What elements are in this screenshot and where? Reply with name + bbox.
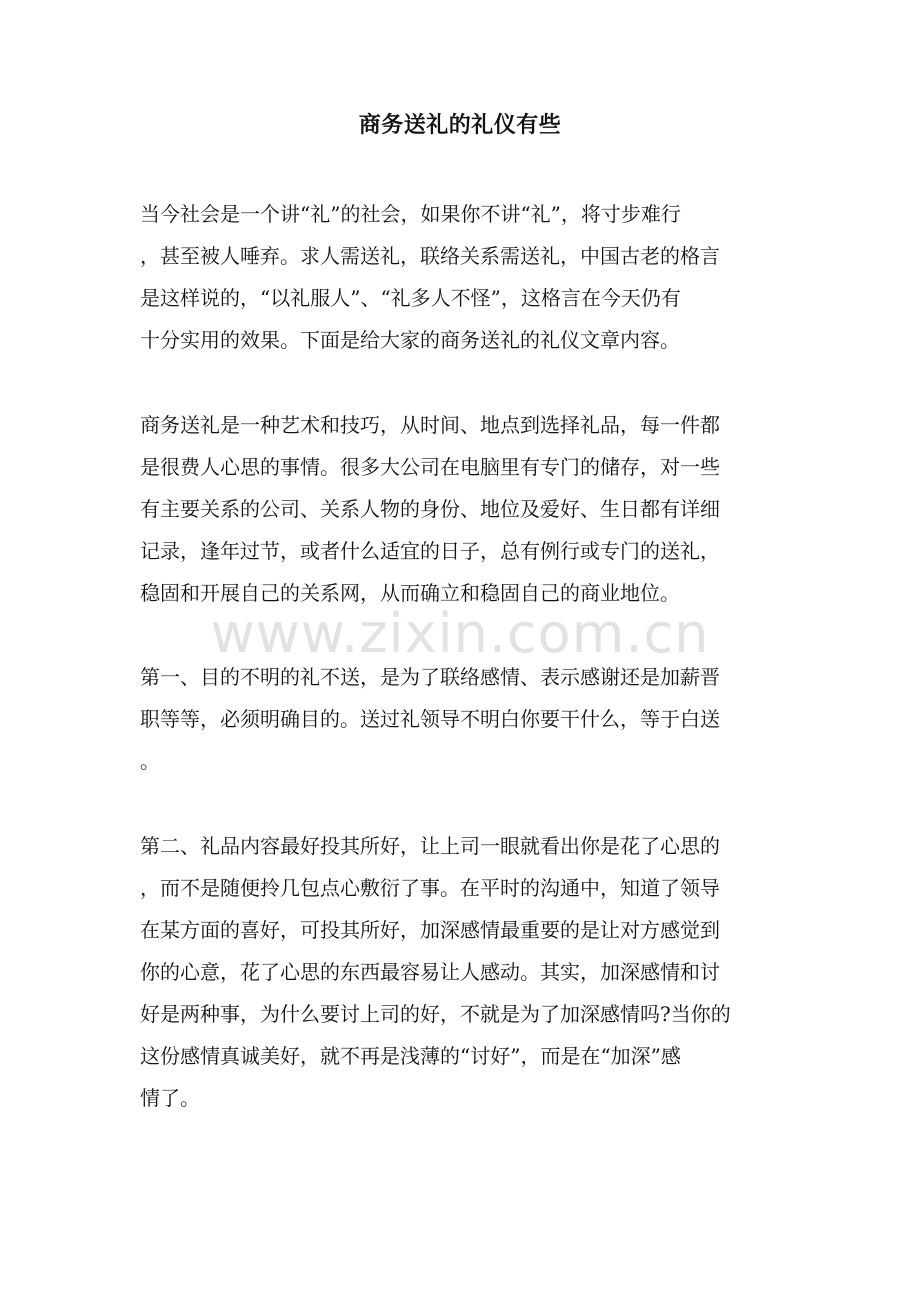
text-line: 十分实用的效果。下面是给大家的商务送礼的礼仪文章内容。 — [140, 328, 680, 352]
text-line: 好是两种事，为什么要讨上司的好，不就是为了加深感情吗?当你的 — [140, 1002, 731, 1026]
text-line: 稳固和开展自己的关系网，从而确立和稳固自己的商业地位。 — [140, 581, 680, 605]
text-line: 当今社会是一个讲“礼”的社会，如果你不讲“礼”，将寸步难行 — [140, 202, 681, 226]
page-title: 商务送礼的礼仪有些 — [358, 112, 562, 138]
watermark: www.zixin.com.cn — [210, 602, 710, 665]
text-line: 情了。 — [140, 1086, 200, 1110]
text-line: ，而不是随便拎几包点心敷衍了事。在平时的沟通中，知道了领导 — [140, 876, 720, 900]
paragraph-point-two — [140, 825, 780, 1119]
text-line: 第一、目的不明的礼不送，是为了联络感情、表示感谢还是加薪晋 — [140, 665, 720, 689]
text-line: 第二、礼品内容最好投其所好，让上司一眼就看出你是花了心思的 — [140, 834, 720, 858]
text-line: 职等等，必须明确目的。送过礼领导不明白你要干什么，等于白送 — [140, 707, 720, 731]
text-line: 你的心意，花了心思的东西最容易让人感动。其实，加深感情和讨 — [140, 960, 720, 984]
text-line: 这份感情真诚美好，就不再是浅薄的“讨好”，而是在“加深”感 — [140, 1044, 681, 1068]
text-line: 在某方面的喜好，可投其所好，加深感情最重要的是让对方感觉到 — [140, 918, 720, 942]
paragraph-intro — [140, 193, 780, 361]
text-line: 有主要关系的公司、关系人物的身份、地位及爱好、生日都有详细 — [140, 497, 720, 521]
paragraph-point-one — [140, 656, 780, 782]
text-line: 记录，逢年过节，或者什么适宜的日子，总有例行或专门的送礼， — [140, 539, 720, 563]
text-line: 是很费人心思的事情。很多大公司在电脑里有专门的储存，对一些 — [140, 455, 720, 479]
text-line: 。 — [140, 749, 160, 773]
text-line: ，甚至被人唾弃。求人需送礼，联络关系需送礼，中国古老的格言 — [140, 244, 720, 268]
paragraph-overview — [140, 404, 780, 614]
text-line: 是这样说的，“以礼服人”、“礼多人不怪”，这格言在今天仍有 — [140, 286, 681, 310]
text-line: 商务送礼是一种艺术和技巧，从时间、地点到选择礼品，每一件都 — [140, 413, 720, 437]
